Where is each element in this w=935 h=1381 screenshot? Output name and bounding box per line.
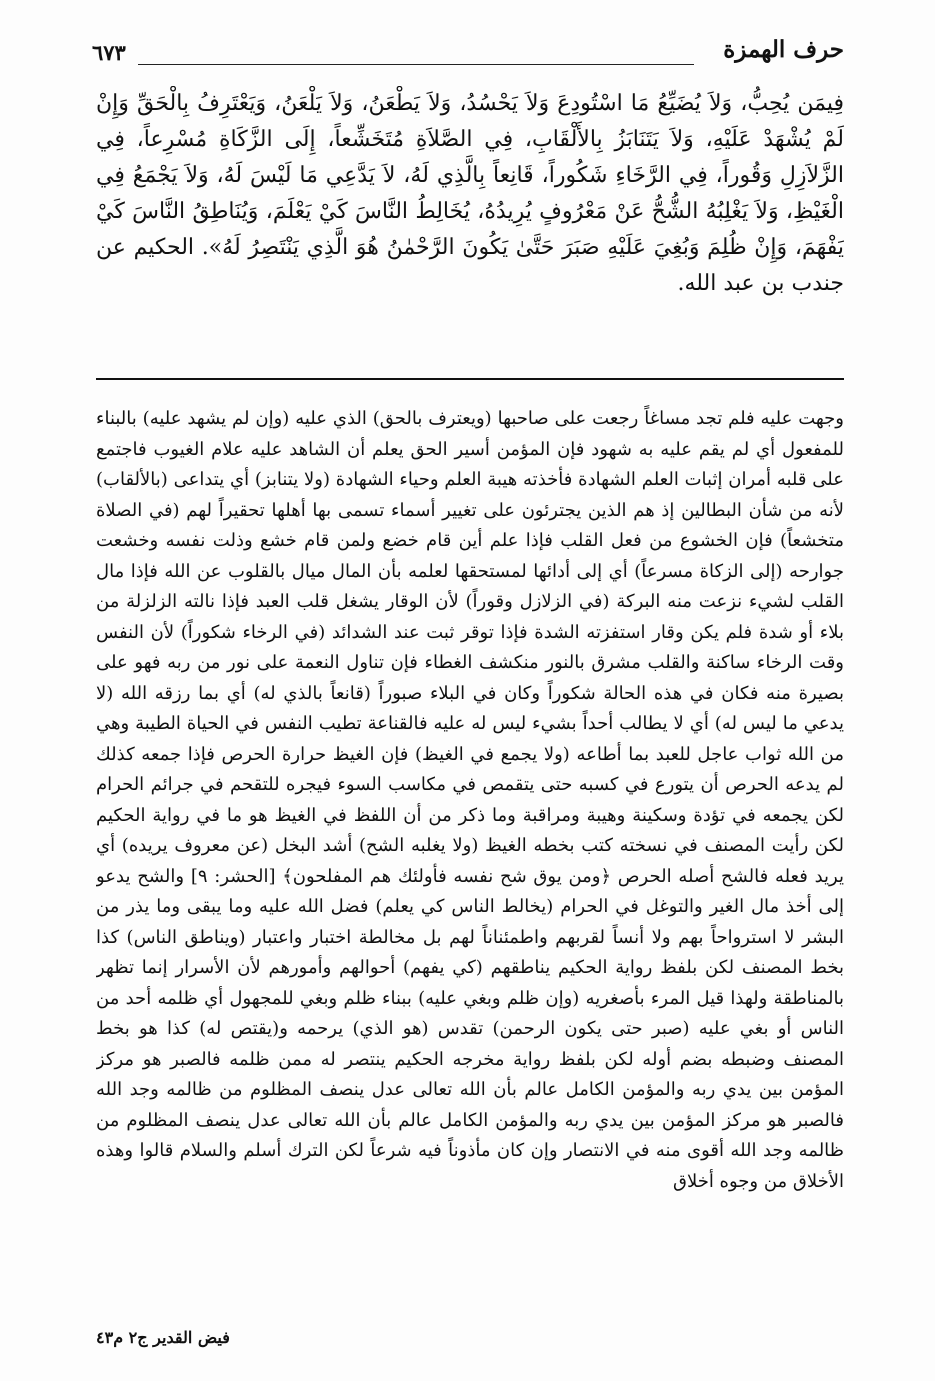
page-number: ٦٧٣ (92, 40, 126, 65)
chapter-title: حرف الهمزة (723, 36, 844, 63)
hadith-text: فِيمَن يُحِبُّ، وَلاَ يُضَيِّعُ مَا اسْتُودِعَ وَلاَ يَحْسُدُ، وَلاَ يَطْعَنُ، وَلاَ يَلْعَنُ، وَيَعْتَرِفُ بِالْحَقِّ وَإِنْ لَمْ يُشْهَدْ عَلَيْهِ، وَلاَ يَتَنَابَزُ بِالأَلْقَابِ، فِي الصَّلاَةِ مُتَخَشِّعاً، إِلَى الزَّكَاةِ مُسْرِعاً، فِي الزَّلاَزِلِ وَقُوراً، فِي الرَّخَاءِ شَكُوراً، قَانِعاً بِالَّذِي لَهُ، لاَ يَدَّعِي مَا لَيْسَ لَهُ، وَلاَ يَجْمَعُ فِي الْغَيْظِ، وَلاَ يَغْلِبُهُ الشُّحُّ عَنْ مَعْرُوفٍ يُرِيدُهُ، يُخَالِطُ النَّاسَ كَيْ يَعْلَمَ، وَيُنَاطِقُ النَّاسَ كَيْ يَفْهَمَ، وَإِنْ ظُلِمَ وَبُغِيَ عَلَيْهِ صَبَرَ حَتَّىٰ يَكُونَ الرَّحْمٰنُ هُوَ الَّذِي يَنْتَصِرُ لَهُ». الحكيم عن جندب بن عبد الله. (96, 91, 844, 296)
commentary-text (96, 404, 844, 1322)
footer-signature: فيض القدير ج٢ م٤٣ (96, 1328, 230, 1347)
commentary-paragraph: وجهت عليه فلم تجد مساغاً رجعت على صاحبها (ويعترف بالحق) الذي عليه (وإن لم يشهد عليه) بالبناء للمفعول أي لم يقم عليه به شهود فإن المؤمن أسير الحق يعلم أن الشاهد عليه علام الغيوب فاجتمع على قلبه أمران إثبات العلم الشهادة فأخذته هيبة العلم وحياء الشهادة (ولا يتنابز) أي يتداعى (بالألقاب) لأنه من شأن البطالين إذ هم الذين يجترئون على تغيير أسماء تسمى بها أهلها تحقيراً لهم (في الصلاة متخشعاً) فإن الخشوع من فعل القلب فإذا علم أين قام خضع ولمن قام خشع وذلت نفسه وخشعت جوارحه (إلى الزكاة مسرعاً) أي إلى أدائها لمستحقها لعلمه بأن المال ميال بالقلوب عن الله فإذا مال القلب لشيء نزعت منه البركة (في الزلازل وقوراً) لأن الوقار يشغل قلب العبد فإذا نالته الزلزلة من بلاء أو شدة فلم يكن وقار استفزته الشدة فإذا توقر ثبت عند الشدائد (في الرخاء شكوراً) لأن النفس وقت الرخاء ساكنة والقلب مشرق بالنور منكشف الغطاء فإن تناول النعمة على نور من ربه فهو على بصيرة منه فكان في هذه الحالة شكوراً وكان في البلاء صبوراً (قانعاً بالذي له) أي بما رزقه الله (لا يدعي ما ليس له) أي لا يطالب أحداً بشيء ليس له عليه فالقناعة تطيب النفس في الحياة الطيبة وهي من الله ثواب عاجل للعبد بما أطاعه (ولا يجمع في الغيظ) فإن الغيظ حرارة الحرص فإذا جمعه كذلك لم يدعه الحرص أن يتورع في كسبه حتى يتقمص في مكاسب السوء فيجره للتقحم في جرائم الحرام لكن يجمعه في تؤدة وسكينة وهيبة ومراقبة وما ذكر من أن اللفظ في الغيظ هو ما في رواية الحكيم لكن رأيت المصنف في نسخته كتب بخطه الغيظ (ولا يغلبه الشح) أشد البخل (عن معروف يريده) أي يريد فعله فالشح أصله الحرص ﴿ومن يوق شح نفسه فأولئك هم المفلحون﴾ [الحشر: ٩] والشح يدعو إلى أخذ مال الغير والتوغل في الحرام (يخالط الناس كي يعلم) فضل الله عليه وما يبقى وما يذر من البشر لا استرواحاً بهم ولا أنساً لقربهم واطمئناناً لهم بل مخالطة اختبار واعتبار (ويناطق الناس) كذا بخط المصنف لكن بلفظ رواية الحكيم يناطقهم (كي يفهم) أحوالهم وأمورهم لأن الأسرار إنما تظهر بالمناطقة ولهذا قيل المرء بأصغريه (وإن ظلم وبغي عليه) ببناء ظلم وبغي للمجهول أي ظلمه أحد من الناس أو بغي عليه (صبر حتى يكون الرحمن) تقدس (هو الذي) يرحمه و(يقتص له) كذا هو بخط المصنف وضبطه بضم أوله لكن بلفظ رواية مخرجه الحكيم ينتصر له ممن ظلمه فالصبر هو مركز المؤمن بين يدي ربه والمؤمن الكامل عالم بأن الله تعالى عدل ينصف المظلوم من ظالمه وجد الله فالصبر هو مركز المؤمن بين يدي ربه والمؤمن الكامل عالم بأن الله تعالى عدل ينصف المظلوم من ظالمه وجد الله أقوى منه في الانتصار وإن كان مأذوناً فيه شرعاً لكن الترك أسلم والسلام قالوا وهذه الأخلاق من وجوه أخلاق (96, 408, 844, 1192)
page-header (92, 30, 844, 74)
page-footer (96, 1328, 844, 1358)
header-rule (138, 64, 694, 65)
section-divider (96, 378, 844, 380)
